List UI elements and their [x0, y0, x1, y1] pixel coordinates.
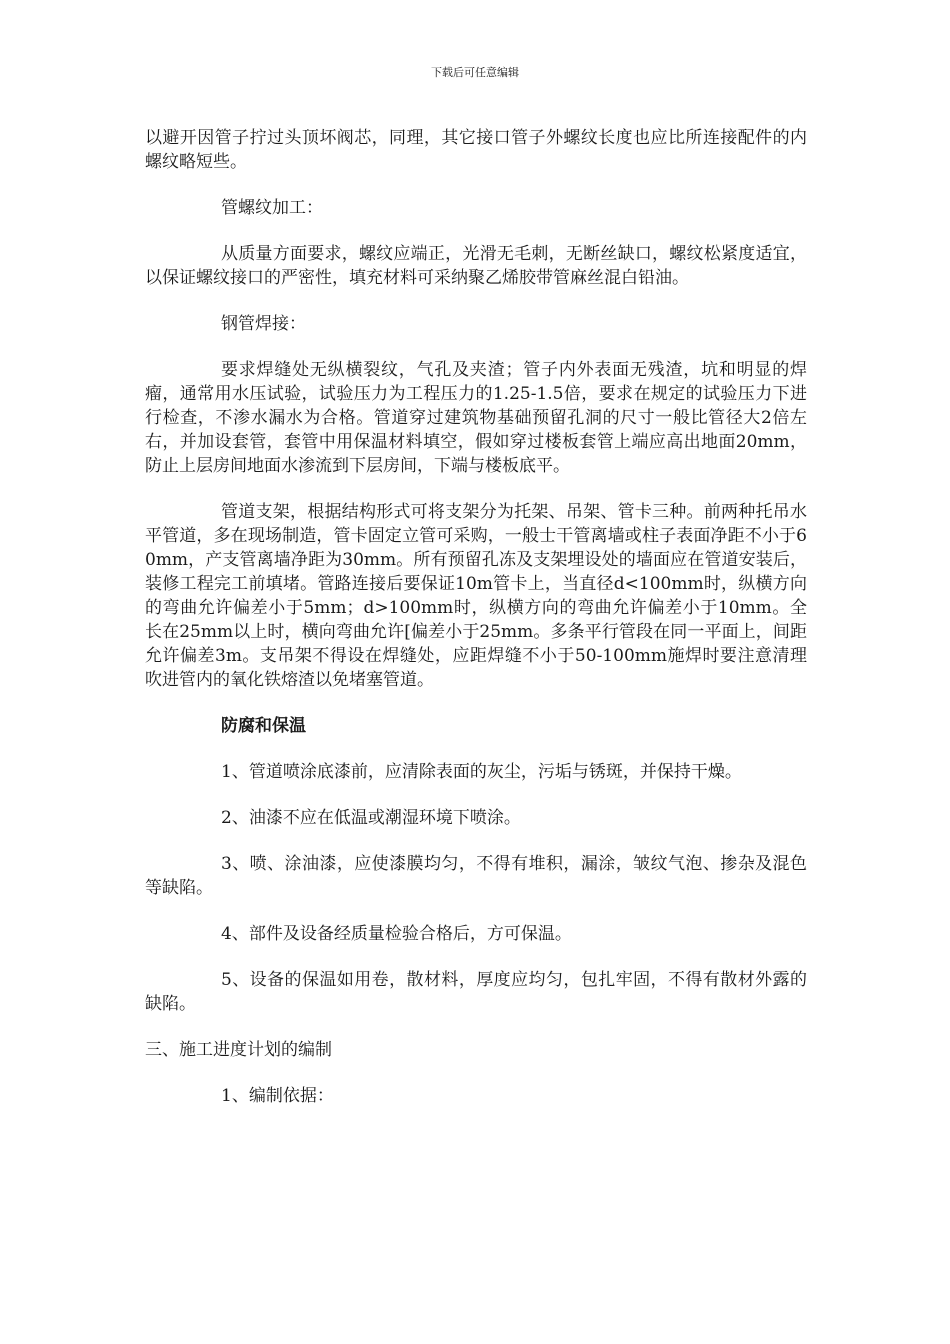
document-body — [145, 126, 807, 1130]
paragraph-welding-requirements: 要求焊缝处无纵横裂纹，气孔及夹渣；管子内外表面无残渣，坑和明显的焊瘤，通常用水压试验，试验压力为工程压力的1.25-1.5倍，要求在规定的试验压力下进行检查，不渗水漏水为合格。管道穿过建筑物基础预留孔洞的尺寸一般比管径大2倍左右，并加设套管，套管中用保温材料填空，假如穿过楼板套管上端应高出地面20mm，防止上层房间地面水渗流到下层房间，下端与楼板底平。 — [145, 360, 807, 476]
section-heading-schedule: 三、施工进度计划的编制 — [145, 1040, 332, 1060]
subheading-basis: 1、编制依据： — [221, 1086, 334, 1106]
heading-thread-processing: 管螺纹加工： — [221, 198, 323, 218]
page-header: 下载后可任意编辑 — [431, 66, 519, 79]
paragraph-thread-quality: 从质量方面要求，螺纹应端正，光滑无毛刺，无断丝缺口，螺纹松紧度适宜，以保证螺纹接口的严密性，填充材料可采纳聚乙烯胶带管麻丝混白铅油。 — [145, 244, 807, 288]
list-item-3: 3、喷、涂油漆，应使漆膜均匀，不得有堆积，漏涂，皱纹气泡、掺杂及混色等缺陷。 — [145, 854, 807, 898]
paragraph-pipe-supports: 管道支架，根据结构形式可将支架分为托架、吊架、管卡三种。前两种托吊水平管道，多在现场制造，管卡固定立管可采购，一般士干管离墙或柱子表面净距不小于60mm，产支管离墙净距为30mm。所有预留孔冻及支架埋设处的墙面应在管道安装后，装修工程完工前填堵。管路连接后要保证10m管卡上，当直径d<100mm时，纵横方向的弯曲允许偏差小于5mm；d>100mm时，纵横方向的弯曲允许偏差小于10mm。全长在25mm以上时，横向弯曲允许[偏差小于25mm。多条平行管段在同一平面上，间距允许偏差3m。支吊架不得设在焊缝处，应距焊缝不小于50-100mm施焊时要注意清理吹进管内的氧化铁熔渣以免堵塞管道。 — [145, 502, 807, 690]
paragraph-pipe-threads: 以避开因管子拧过头顶坏阀芯，同理，其它接口管子外螺纹长度也应比所连接配件的内螺纹略短些。 — [145, 128, 807, 172]
list-item-5: 5、设备的保温如用卷，散材料，厚度应均匀，包扎牢固，不得有散材外露的缺陷。 — [145, 970, 807, 1014]
list-item-4: 4、部件及设备经质量检验合格后，方可保温。 — [221, 924, 572, 944]
heading-steel-welding: 钢管焊接： — [221, 314, 306, 334]
list-item-1: 1、管道喷涂底漆前，应清除表面的灰尘，污垢与锈斑，并保持干燥。 — [221, 762, 742, 782]
heading-anticorrosion-insulation: 防腐和保温 — [221, 716, 306, 736]
list-item-2: 2、油漆不应在低温或潮湿环境下喷涂。 — [221, 808, 521, 828]
